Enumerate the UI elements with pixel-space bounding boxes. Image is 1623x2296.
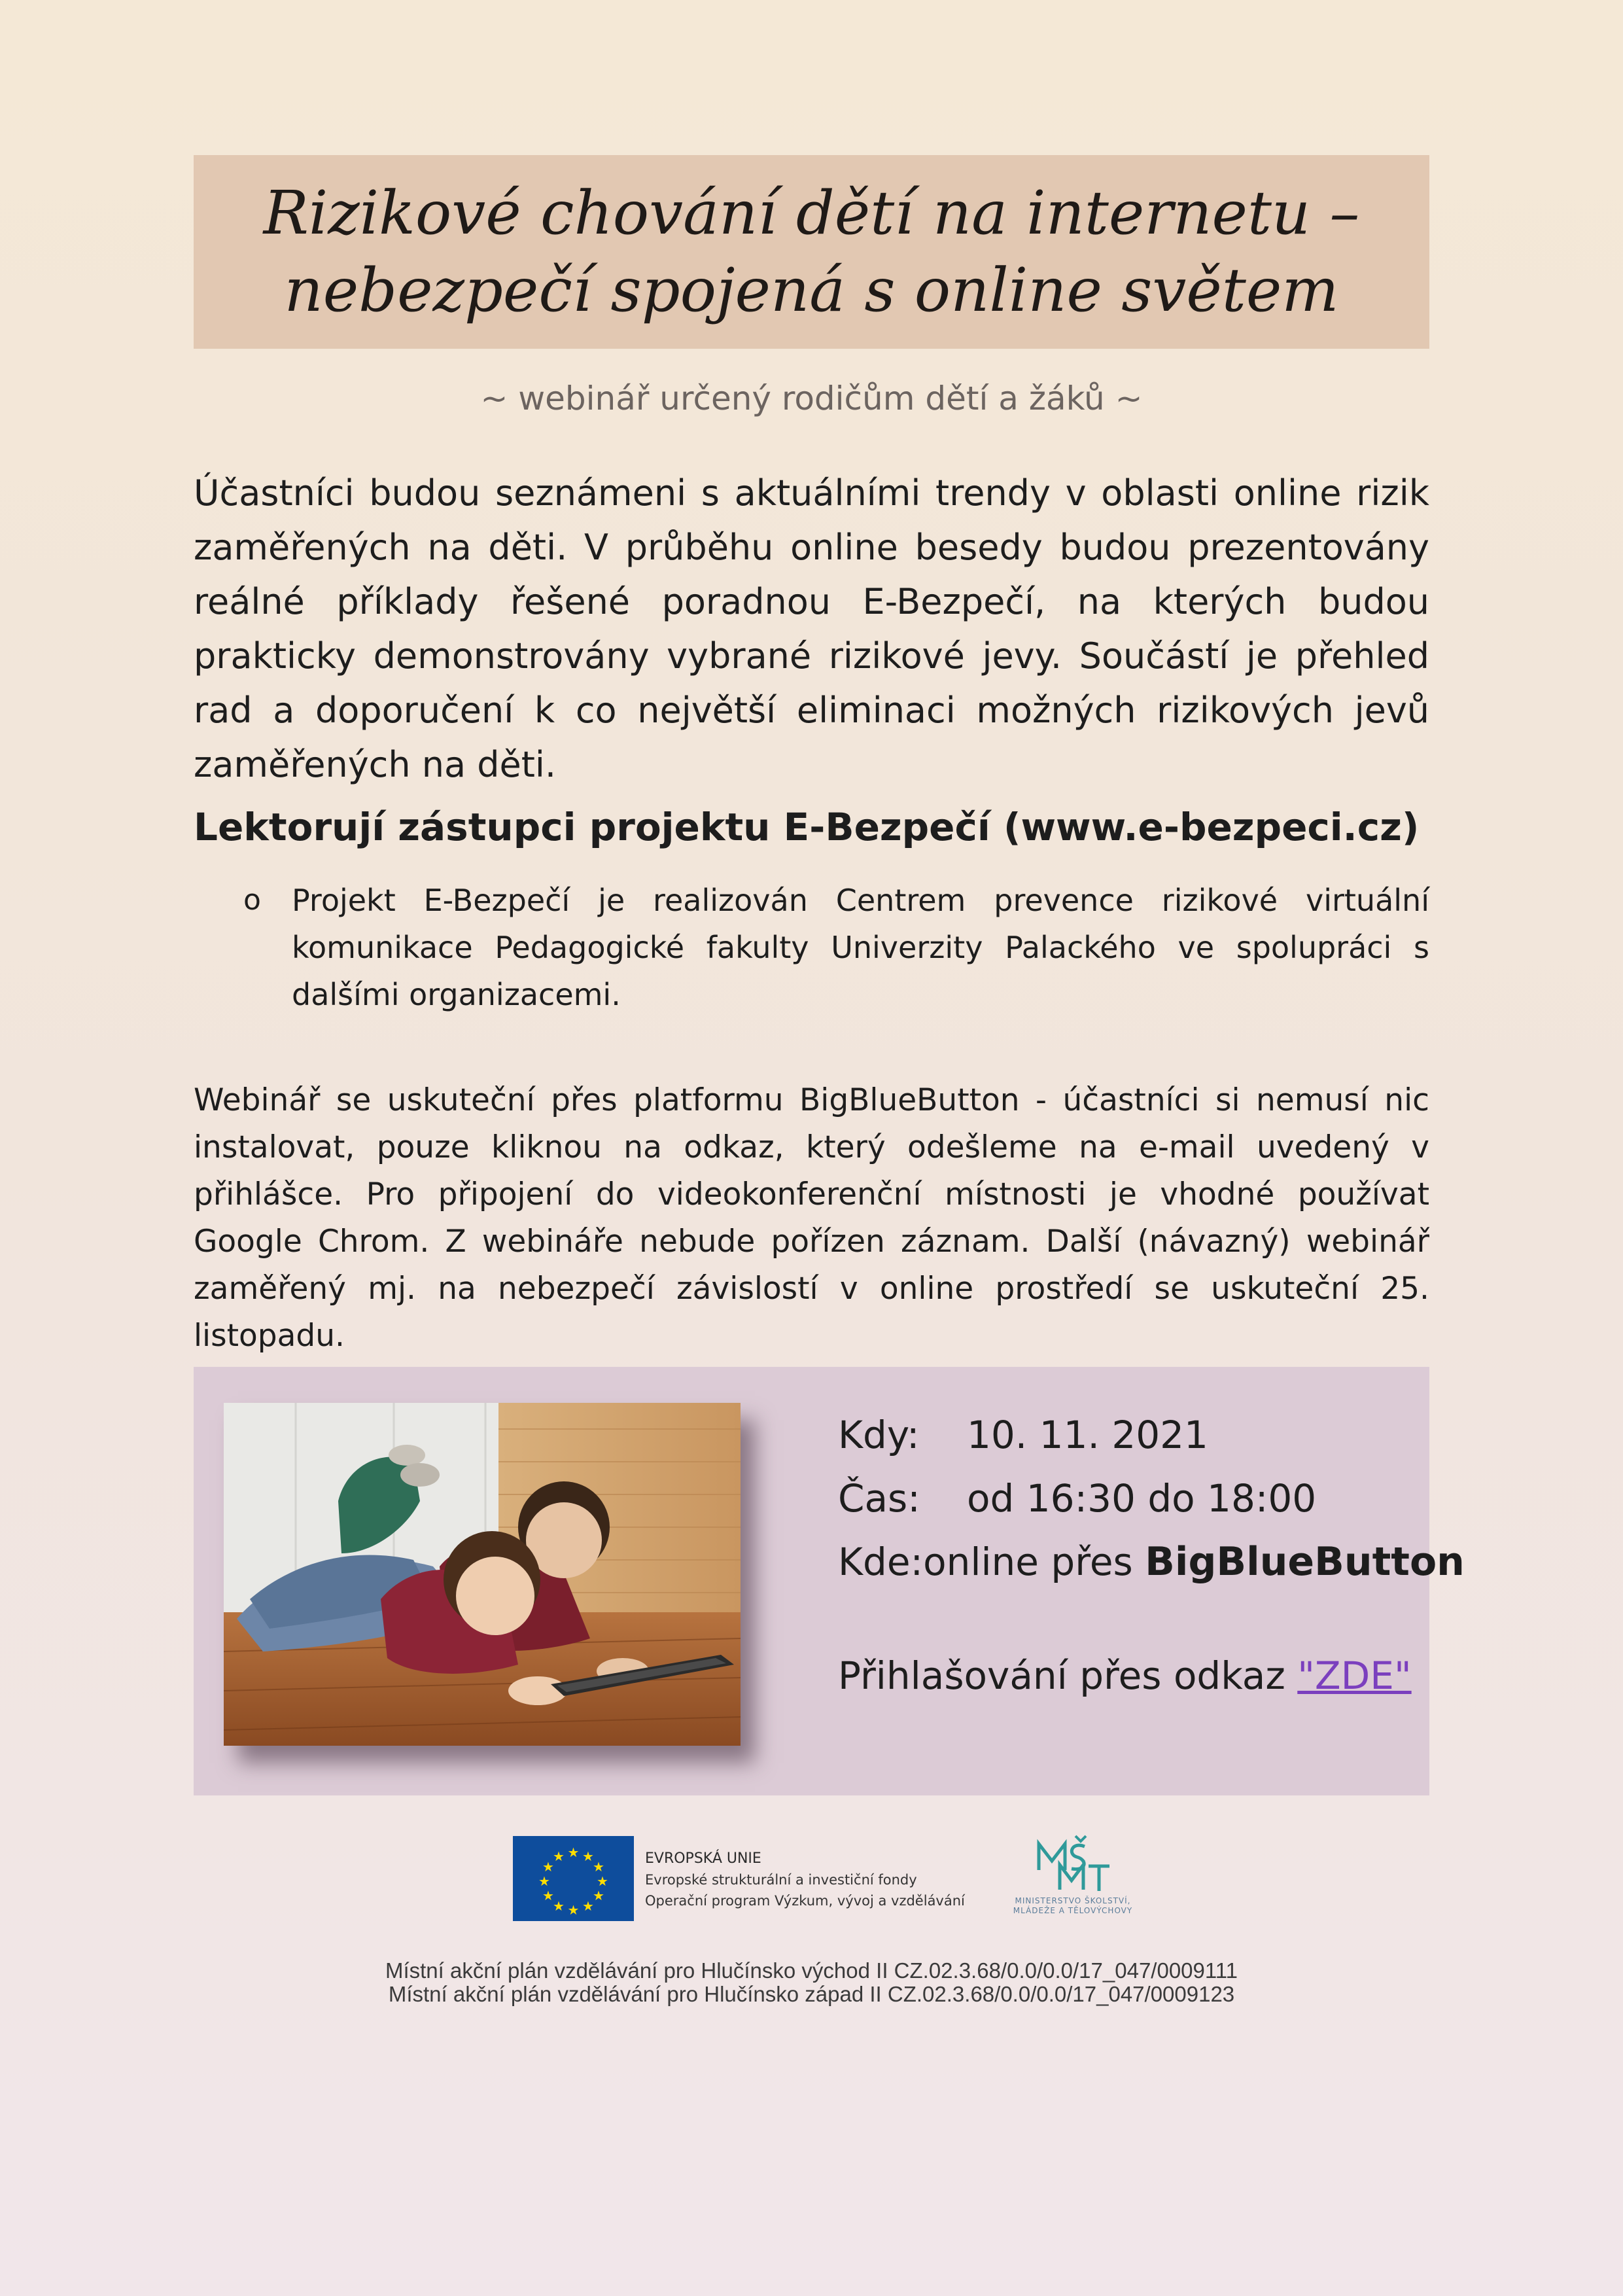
eu-stars-icon	[513, 1836, 634, 1921]
platform-paragraph: Webinář se uskuteční přes platformu BigBlueButton - účastníci si nemusí nic instalovat, pouze kliknou na odkaz, který odešleme na e-mail uvedený v přihlášce. Pro připojení do videokonferenční místnosti je vhodné používat Google Chrom. Z webináře nebude pořízen záznam. Další (návazný) webinář zaměřený mj. na nebezpečí závislostí v online prostředí se uskuteční 25. listopadu.	[194, 1082, 1429, 1354]
footer-projects	[194, 1959, 1429, 2006]
svg-text:★: ★	[542, 1859, 554, 1875]
registration-text: Přihlašování přes odkaz	[838, 1653, 1298, 1698]
time-row	[838, 1466, 1427, 1530]
where-label: Kde:	[838, 1539, 924, 1584]
title-band	[194, 155, 1429, 349]
lectors-bullet	[243, 877, 1429, 1018]
eu-fund: Evropské strukturální a investiční fondy	[645, 1872, 917, 1888]
registration-line	[838, 1653, 1412, 1698]
svg-text:★: ★	[567, 1902, 580, 1918]
svg-text:★: ★	[542, 1888, 554, 1903]
svg-text:★: ★	[567, 1845, 580, 1860]
where-prefix: online přes	[923, 1539, 1145, 1584]
children-tablet-photo	[224, 1403, 741, 1746]
footer-line-1: Místní akční plán vzdělávání pro Hlučínsko východ II CZ.02.3.68/0.0/0.0/17_047/0009111	[385, 1958, 1238, 1983]
when-row	[838, 1403, 1427, 1466]
page-subtitle: ~ webinář určený rodičům dětí a žáků ~	[480, 380, 1143, 417]
when-value: 10. 11. 2021	[967, 1412, 1208, 1457]
page-title-line-2: nebezpečí spojená s online světem	[284, 255, 1339, 325]
event-info-box	[194, 1367, 1465, 1795]
svg-text:★: ★	[582, 1848, 594, 1864]
event-details	[838, 1403, 1465, 1593]
registration-link[interactable]: "ZDE"	[1297, 1653, 1412, 1698]
when-label: Kdy:	[838, 1412, 920, 1457]
bullet-mark: o	[243, 883, 261, 917]
svg-text:★: ★	[553, 1848, 565, 1864]
time-value: od 16:30 do 18:00	[967, 1475, 1317, 1521]
svg-text:★: ★	[593, 1888, 604, 1903]
intro-paragraph: Účastníci budou seznámeni s aktuálními trendy v oblasti online rizik zaměřených na děti. V průběhu online besedy budou prezentovány reálné příklady řešené poradnou E-Bezpečí, na kterých budou prakticky demonstrovány vybrané rizikové jevy. Součástí je přehled rad a doporučení k co největší eliminaci možných rizikových jevů zaměřených na děti.	[194, 472, 1429, 785]
svg-text:★: ★	[538, 1873, 550, 1889]
page-title-line-1: Rizikové chování dětí na internetu –	[263, 178, 1360, 248]
msmt-caption-line-1: MINISTERSTVO ŠKOLSTVÍ,	[1015, 1896, 1131, 1905]
where-row	[838, 1530, 1465, 1593]
eu-name: EVROPSKÁ UNIE	[645, 1850, 761, 1867]
eu-logo-text	[645, 1848, 985, 1911]
svg-text:★: ★	[553, 1898, 565, 1914]
lectors-heading: Lektorují zástupci projektu E-Bezpečí (www.e-bezpeci.cz)	[194, 805, 1420, 849]
time-label: Čas:	[838, 1475, 920, 1521]
eu-flag-logo	[513, 1836, 634, 1921]
eu-program: Operační program Výzkum, vývoj a vzdělávání	[645, 1893, 965, 1909]
msmt-mark-icon	[994, 1832, 1151, 1898]
svg-text:★: ★	[597, 1873, 608, 1889]
svg-text:★: ★	[582, 1898, 594, 1914]
where-platform: BigBlueButton	[1145, 1538, 1465, 1585]
lectors-bullet-text: Projekt E-Bezpečí je realizován Centrem prevence rizikové virtuální komunikace Pedagogické fakulty Univerzity Palackého ve spolupráci s dalšími organizacemi.	[292, 883, 1429, 1012]
photo-illustration	[224, 1403, 741, 1746]
svg-text:★: ★	[593, 1859, 604, 1875]
msmt-caption	[994, 1896, 1151, 1916]
footer-line-2: Místní akční plán vzdělávání pro Hlučínsko západ II CZ.02.3.68/0.0/0.0/17_047/0009123	[388, 1982, 1235, 2006]
msmt-caption-line-2: MLÁDEŽE A TĚLOVÝCHOVY	[1013, 1906, 1133, 1915]
where-value	[923, 1539, 1465, 1585]
